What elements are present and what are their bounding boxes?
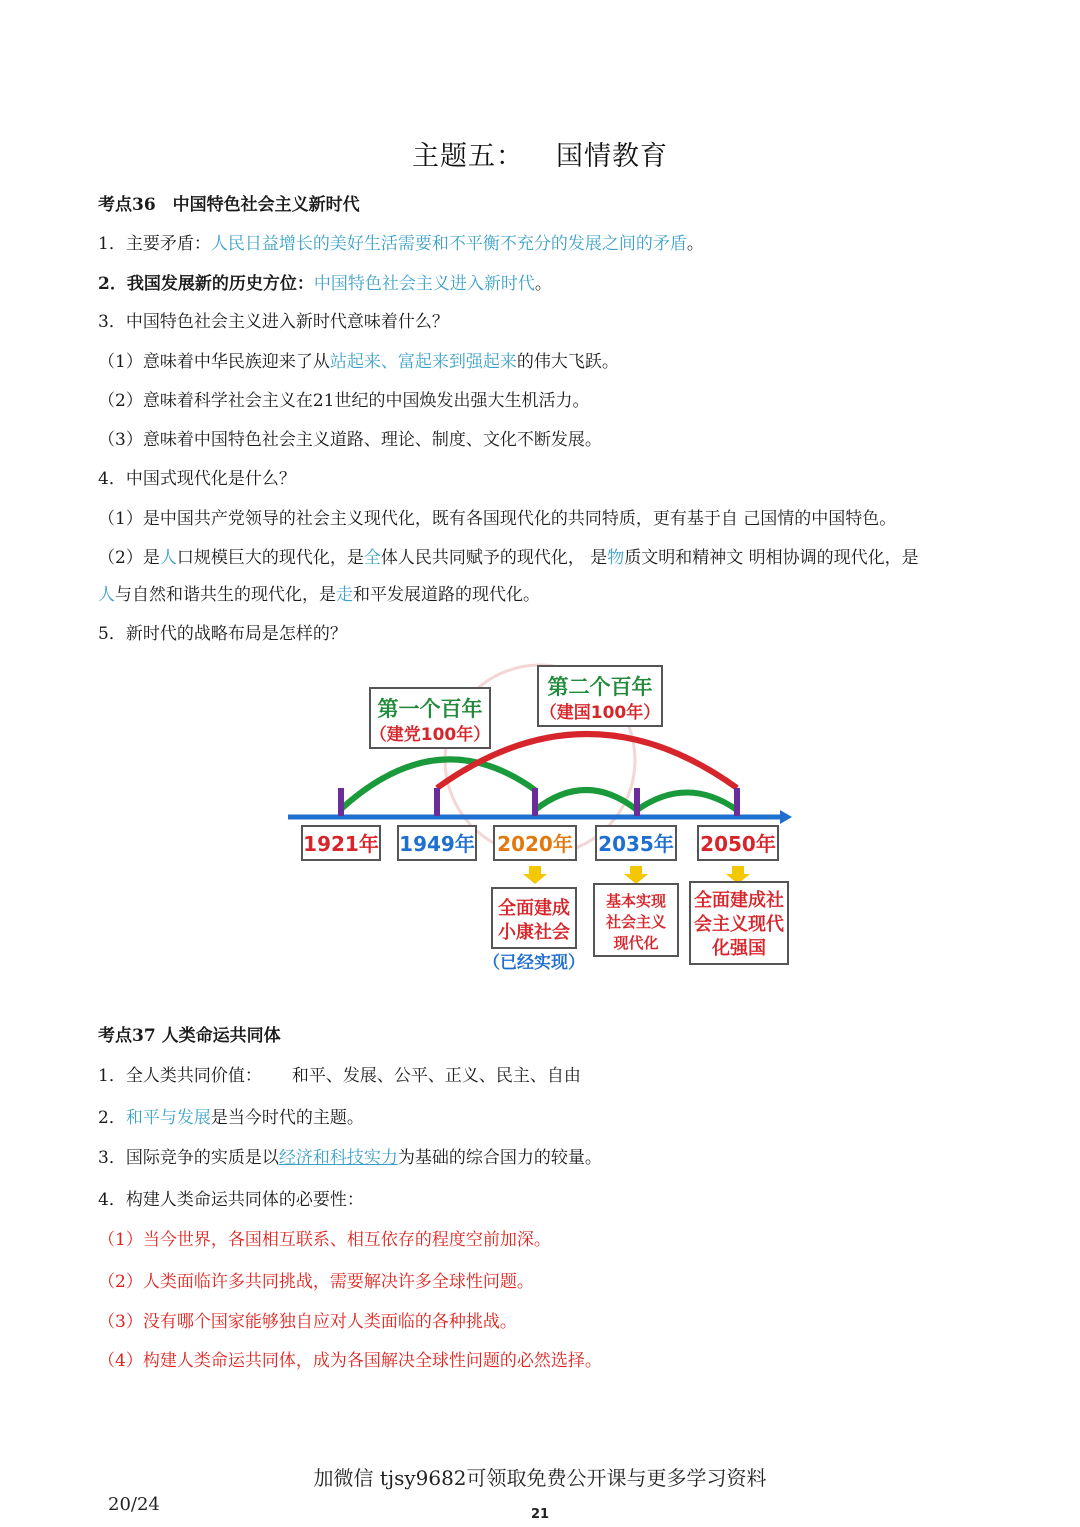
s37-item-2 bbox=[98, 1106, 364, 1130]
s37-item-4: 4．构建人类命运共同体的必要性： bbox=[98, 1190, 364, 1210]
s36-4b-key1: 人 bbox=[159, 548, 177, 568]
s36-item-1 bbox=[98, 232, 704, 256]
title-part2: 国情教育 bbox=[556, 141, 668, 172]
s36-item-2-answer: 中国特色社会主义进入新时代 bbox=[313, 274, 535, 294]
s37-item-4-1: （1）当今世界，各国相互联系、相互依存的程度空前加深。 bbox=[98, 1230, 551, 1250]
s37-item-3-answer: 经济和科技实力 bbox=[278, 1148, 398, 1168]
s36-item-3a-pre: （1）意味着中华民族迎来了从 bbox=[98, 352, 330, 372]
s36-item-3b: （2）意味着科学社会主义在21世纪的中国焕发出强大生机活力。 bbox=[98, 391, 590, 411]
s37-item-4-3: （3）没有哪个国家能够独自应对人类面临的各种挑战。 bbox=[98, 1312, 517, 1332]
goal1-note: （已经实现） bbox=[483, 953, 585, 973]
s36-item-3a bbox=[98, 350, 619, 374]
year-1949: 1949年 bbox=[399, 832, 475, 856]
s36-item-5: 5．新时代的战略布局是怎样的？ bbox=[98, 624, 347, 644]
arc-2035-2050 bbox=[637, 793, 737, 811]
goal2-line2: 社会主义 bbox=[605, 913, 667, 931]
s37-item-3-end: 为基础的综合国力的较量。 bbox=[397, 1148, 602, 1168]
goal1-line1: 全面建成 bbox=[498, 898, 570, 919]
arrow-2035 bbox=[624, 866, 648, 884]
page-number-center: 21 bbox=[530, 1507, 550, 1522]
s37-item-2-answer: 和平与发展 bbox=[125, 1108, 211, 1128]
s36-item-1-answer: 人民日益增长的美好生活需要和不平衡不充分的发展之间的矛盾 bbox=[210, 234, 687, 254]
s37-item-4-2: （2）人类面临许多共同挑战，需要解决许多全球性问题。 bbox=[98, 1272, 534, 1292]
s36-4c-key1: 人 bbox=[98, 585, 115, 605]
s37-item-1-values: 和平、发展、公平、正义、民主、自由 bbox=[291, 1066, 581, 1086]
s37-item-2-pre: 2． bbox=[98, 1108, 126, 1128]
section-37-heading: 考点37 人类命运共同体 bbox=[98, 1026, 281, 1046]
timeline-arrow bbox=[780, 810, 792, 824]
s36-item-3a-answer: 站起来、富起来到强起来 bbox=[329, 352, 517, 372]
s36-item-1-prefix: 1．主要矛盾： bbox=[98, 234, 211, 254]
s36-item-4b-cont bbox=[98, 583, 540, 607]
s36-4c-text1: 与自然和谐共生的现代化，是 bbox=[115, 585, 336, 605]
s36-item-2-prefix: 2．我国发展新的历史方位： bbox=[98, 274, 314, 294]
goal2-line3: 现代化 bbox=[613, 934, 659, 952]
s36-item-3a-end: 的伟大飞跃。 bbox=[516, 352, 619, 372]
s37-item-3-pre: 3．国际竞争的实质是以 bbox=[98, 1148, 279, 1168]
tick-1921 bbox=[338, 788, 344, 816]
arrow-2020 bbox=[523, 866, 547, 884]
section-36-heading: 考点36 中国特色社会主义新时代 bbox=[98, 195, 360, 215]
tick-1949 bbox=[434, 788, 440, 816]
s37-item-2-end: 是当今时代的主题。 bbox=[210, 1108, 364, 1128]
tick-2020 bbox=[532, 788, 538, 816]
box1-line1: 第一个百年 bbox=[377, 697, 483, 721]
box2-line2: （建国100年） bbox=[539, 703, 661, 723]
s36-4b-key3: 物 bbox=[607, 548, 625, 568]
strategy-diagram bbox=[280, 660, 800, 975]
box2-line1: 第二个百年 bbox=[547, 675, 653, 699]
s36-4b-text4: 质文明和精神文 明相协调的现代化，是 bbox=[624, 548, 919, 568]
s37-item-1-pre: 1．全人类共同价值： bbox=[98, 1066, 262, 1086]
title-part1: 主题五： bbox=[412, 141, 524, 172]
s37-item-3 bbox=[98, 1146, 602, 1170]
s36-item-3: 3．中国特色社会主义进入新时代意味着什么？ bbox=[98, 312, 449, 332]
s36-4b-text2: 口规模巨大的现代化，是 bbox=[176, 548, 364, 568]
box1-line2: （建党100年） bbox=[369, 725, 491, 745]
goal2-line1: 基本实现 bbox=[605, 892, 667, 910]
s36-item-4a: （1）是中国共产党领导的社会主义现代化，既有各国现代化的共同特质，更有基于自 己国情的中国特色。 bbox=[98, 509, 897, 529]
s36-4b-text3: 体人民共同赋予的现代化， 是 bbox=[380, 548, 608, 568]
footer-promo: 加微信 tjsy9682可领取免费公开课与更多学习资料 bbox=[313, 1466, 767, 1490]
s36-4b-key2: 全 bbox=[363, 548, 381, 568]
s36-item-1-end: 。 bbox=[686, 234, 704, 254]
page-number-left: 20/24 bbox=[108, 1494, 160, 1515]
goal3-line2: 会主义现代 bbox=[694, 914, 784, 935]
year-2020: 2020年 bbox=[497, 832, 573, 856]
s36-4b-text1: （2）是 bbox=[98, 548, 160, 568]
s36-4c-key2: 走 bbox=[336, 585, 353, 605]
goal3-line1: 全面建成社 bbox=[694, 890, 784, 911]
s36-item-2 bbox=[98, 272, 552, 296]
year-2050: 2050年 bbox=[700, 832, 776, 856]
s36-item-4b bbox=[98, 546, 919, 570]
tick-2050 bbox=[734, 788, 740, 816]
s36-item-4: 4．中国式现代化是什么？ bbox=[98, 469, 296, 489]
year-2035: 2035年 bbox=[598, 832, 674, 856]
goal3-line3: 化强国 bbox=[712, 938, 766, 959]
year-1921: 1921年 bbox=[303, 832, 379, 856]
goal1-line2: 小康社会 bbox=[498, 922, 570, 943]
tick-2035 bbox=[634, 788, 640, 816]
s36-item-2-end: 。 bbox=[534, 274, 552, 294]
s37-item-4-4: （4）构建人类命运共同体，成为各国解决全球性问题的必然选择。 bbox=[98, 1351, 602, 1371]
page-title bbox=[0, 134, 1080, 173]
s36-4c-text2: 和平发展道路的现代化。 bbox=[353, 585, 540, 605]
s36-item-3c: （3）意味着中国特色社会主义道路、理论、制度、文化不断发展。 bbox=[98, 430, 602, 450]
s37-item-1 bbox=[98, 1064, 581, 1088]
